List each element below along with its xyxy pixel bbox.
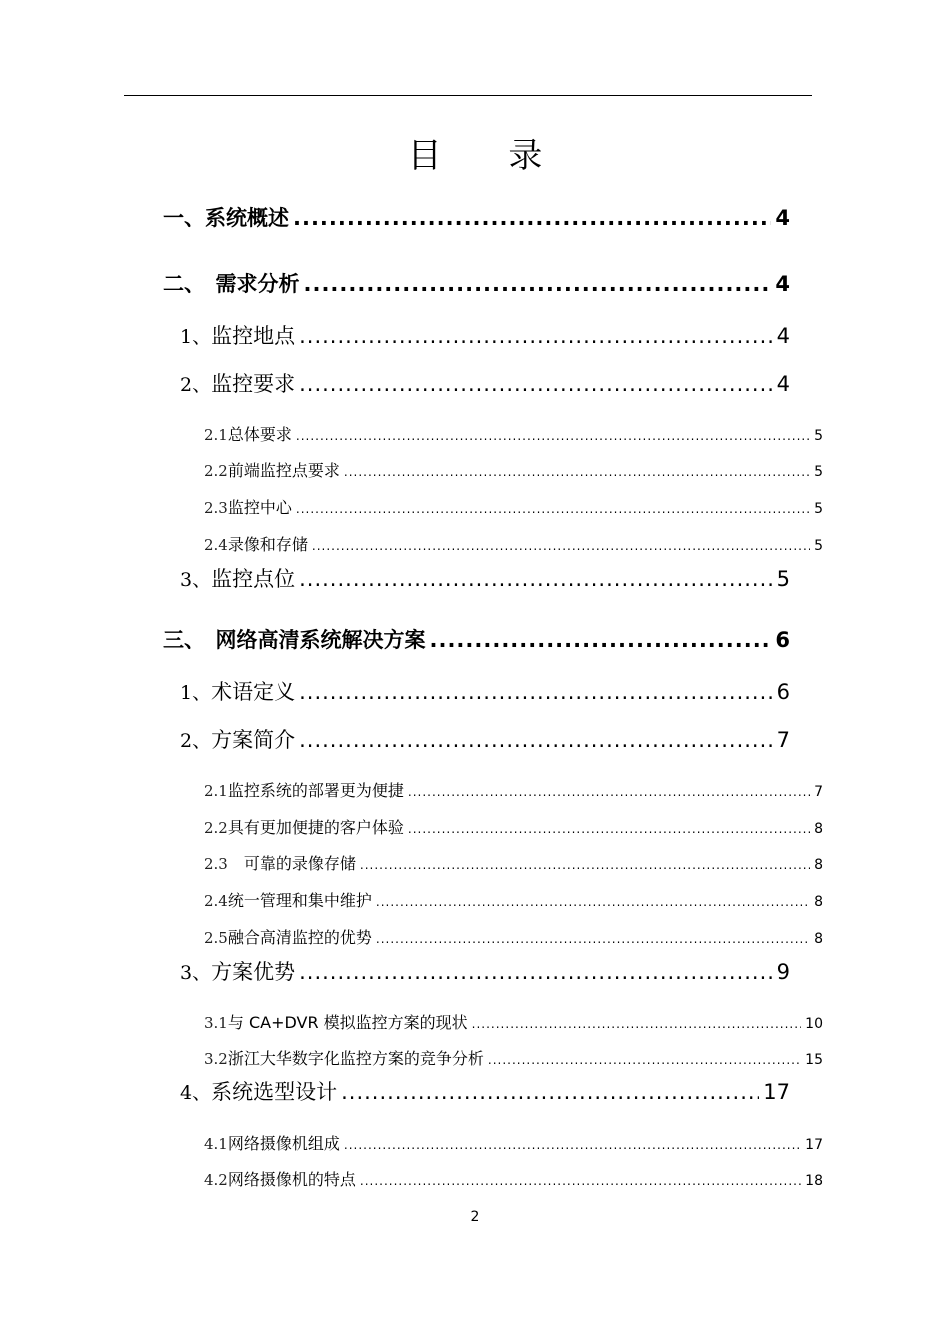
toc-entry[interactable] [180,956,790,986]
toc-entry-title: 具有更加便捷的客户体验 [227,818,404,837]
toc-entry-number: 4.2 [204,1171,228,1189]
toc-entry-page: 15 [805,1052,823,1068]
toc-leader [299,324,773,348]
toc-entry-page: 6 [776,680,790,704]
toc-entry-number: 4.1 [204,1135,228,1153]
toc-entry-title: 监控中心 [227,498,292,517]
toc-entry[interactable] [204,815,823,838]
toc-entry-number: 一、 [163,206,205,230]
toc-entry-number: 二、 [163,272,216,296]
toc-entry-page: 17 [805,1137,823,1153]
toc-entry-number: 2、 [180,374,212,396]
toc-entry-page: 8 [814,821,823,837]
toc-entry-title: 前端监控点要求 [227,461,340,480]
toc-entry-number: 1、 [180,682,212,704]
toc-leader [341,1080,759,1104]
toc-entry-title: 网络摄像机的特点 [227,1170,356,1189]
toc-entry-number: 4、 [180,1082,212,1104]
toc-leader [376,895,810,909]
toc-entry-title: 方案优势 [211,960,296,984]
toc-entry-page: 18 [805,1173,823,1189]
toc-entry-number: 3、 [180,962,212,984]
toc-entry-page: 17 [763,1080,790,1104]
toc-leader [430,628,772,652]
toc-leader [408,785,810,799]
toc-entry[interactable] [204,532,823,555]
toc-entry-number: 2.4 [204,536,228,554]
page-number: 2 [470,1209,480,1225]
toc-entry-title: 监控地点 [211,324,296,348]
toc-entry[interactable] [180,676,790,706]
toc-leader [299,372,773,396]
toc-entry-number: 2.1 [204,782,228,800]
toc-leader [296,429,810,443]
toc-entry-page: 8 [814,857,823,873]
toc-leader [344,465,810,479]
toc-leader [312,539,810,553]
toc-entry-number: 2.2 [204,819,228,837]
toc-entry-page: 5 [776,567,790,591]
toc-entry-page: 5 [814,464,823,480]
toc-entry[interactable] [180,724,790,754]
toc-entry-page: 4 [775,272,790,296]
toc-entry-page: 8 [814,931,823,947]
toc-leader [344,1138,801,1152]
toc-leader [304,272,772,296]
toc-entry-page: 4 [776,324,790,348]
toc-entry[interactable] [180,563,790,593]
toc-entry-title: 监控系统的部署更为便捷 [227,781,404,800]
toc-entry-title: 总体要求 [227,425,292,444]
toc-leader [299,680,773,704]
toc-leader [376,932,810,946]
toc-entry-page: 4 [776,372,790,396]
toc-leader [472,1017,802,1031]
toc-entry-page: 5 [814,428,823,444]
toc-entry[interactable] [163,268,790,298]
toc-entry-number: 2.3 [204,855,228,873]
toc-entry[interactable] [204,1167,823,1190]
toc-entry-title: 方案简介 [211,728,296,752]
toc-entry-page: 10 [805,1016,823,1032]
toc-entry-page: 7 [776,728,790,752]
toc-entry[interactable] [204,422,823,445]
toc-entry-title: 融合高清监控的优势 [227,928,372,947]
toc-entry-number: 3、 [180,569,212,591]
toc-entry-page: 9 [776,960,790,984]
toc-entry[interactable] [204,778,823,801]
toc-entry[interactable] [204,851,823,874]
toc-entry-number: 1、 [180,326,212,348]
toc-entry-number: 2.3 [204,499,228,517]
toc-entry[interactable] [180,1076,790,1106]
toc-entry[interactable] [180,368,790,398]
toc-entry[interactable] [163,624,790,654]
toc-entry-number: 2.2 [204,462,228,480]
toc-entry-title: 监控点位 [211,567,296,591]
toc-entry-number: 3.2 [204,1050,228,1068]
toc-leader [299,960,773,984]
toc-entry-page: 6 [775,628,790,652]
toc-leader [488,1053,801,1067]
toc-entry[interactable] [204,1010,823,1033]
toc-entry-number: 2.5 [204,929,228,947]
toc-leader [360,858,810,872]
toc-entry[interactable] [180,320,790,350]
toc-entry-number: 三、 [163,628,216,652]
toc-entry-number: 3.1 [204,1014,228,1032]
page-title: 目 录 [407,136,571,176]
toc-entry-title: 与 CA+DVR 模拟监控方案的现状 [227,1013,468,1032]
toc-entry-page: 5 [814,538,823,554]
toc-leader [293,206,771,230]
toc-entry-title: 系统选型设计 [211,1080,338,1104]
toc-leader [296,502,810,516]
toc-entry[interactable] [204,495,823,518]
toc-entry-number: 2.1 [204,426,228,444]
toc-entry-page: 7 [814,784,823,800]
toc-entry-title: 统一管理和集中维护 [227,891,372,910]
toc-entry-title: 需求分析 [215,272,300,296]
toc-leader [299,728,773,752]
toc-entry[interactable] [163,202,790,232]
toc-entry[interactable] [204,1046,823,1069]
toc-entry-title: 术语定义 [211,680,296,704]
toc-leader [408,822,810,836]
toc-entry[interactable] [204,925,823,948]
toc-entry[interactable] [204,1131,823,1154]
toc-entry-title: 网络高清系统解决方案 [215,628,426,652]
toc-entry-title: 监控要求 [211,372,296,396]
toc-entry-title: 浙江大华数字化监控方案的竞争分析 [227,1049,484,1068]
toc-entry-title: 网络摄像机组成 [227,1134,340,1153]
toc-entry-title: 可靠的录像存储 [227,854,356,873]
toc-entry-page: 4 [775,206,790,230]
toc-entry[interactable] [204,888,823,911]
toc-leader [360,1174,801,1188]
toc-entry-title: 系统概述 [205,206,289,230]
toc-leader [299,567,773,591]
toc-entry-page: 5 [814,501,823,517]
toc-entry-number: 2.4 [204,892,228,910]
toc-entry[interactable] [204,458,823,481]
toc-entry-title: 录像和存储 [227,535,308,554]
toc-entry-page: 8 [814,894,823,910]
header-rule [124,95,812,96]
toc-entry-number: 2、 [180,730,212,752]
